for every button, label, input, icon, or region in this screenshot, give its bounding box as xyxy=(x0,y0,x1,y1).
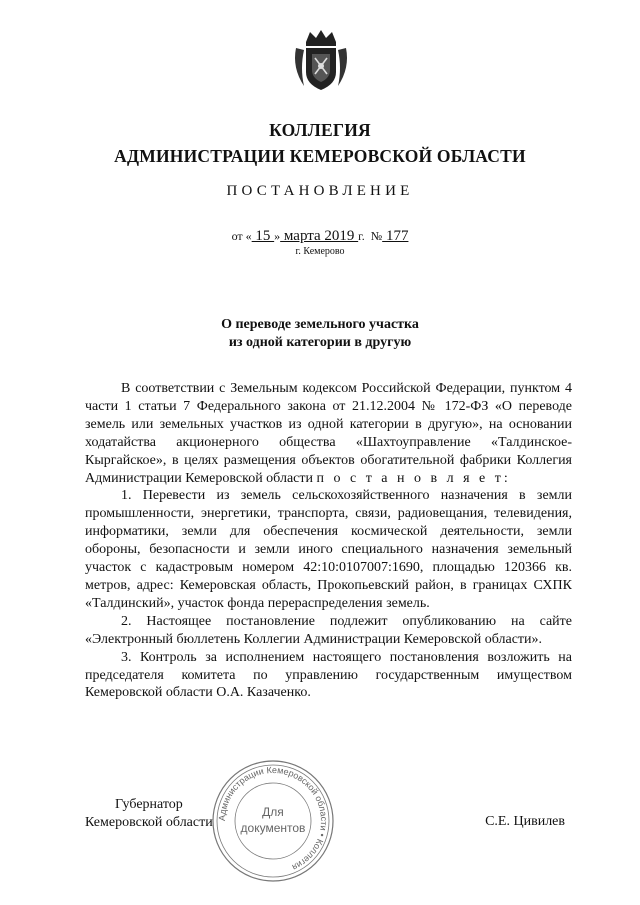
document-number: 177 xyxy=(382,228,409,244)
stamp-center-line2: документов xyxy=(240,821,306,835)
stamp-center-line1: Для xyxy=(262,805,284,819)
document-title xyxy=(0,316,640,352)
coat-of-arms-emblem xyxy=(292,28,350,94)
item-3: 3. Контроль за исполнением настоящего постановления возложить на председателя комитета по управлению государственным имуществом Кемеровской области О.А. Казаченко. xyxy=(85,649,572,701)
item-1: 1. Перевести из земель сельскохозяйственного назначения в земли промышленности, энергетики, транспорта, связи, радиовещания, телевидения, информатики, земли для обеспечения космической деятельности, земли обороны, безопасности и земли иного специального назначения земельный участок с кадастровым номером 42:10:0107007:1690, площадью 120366 кв. метров, адрес: Кемеровская область, Прокопьевский район, в границах СХПК «Талдинский», участок фонда перераспределения земель. xyxy=(85,488,572,611)
date-line xyxy=(0,228,640,245)
resolves-word: п о с т а н о в л я е т: xyxy=(316,470,511,486)
title-line2: из одной категории в другую xyxy=(228,335,412,350)
intro-text: В соответствии с Земельным кодексом Российской Федерации, пунктом 4 части 1 статьи 7 Федерального закона от 21.12.2004 № 172-ФЗ «О переводе земель или земельных участков из одной категории в другую», на основании ходатайства акционерного общества «Шахтоуправление «Талдинское-Кыргайское», в целях размещения объектов обогатительной фабрики Коллегия Администрации Кемеровской области xyxy=(85,381,572,486)
position-line1: Губернатор xyxy=(115,797,183,812)
org-name-line2: АДМИНИСТРАЦИИ КЕМЕРОВСКОЙ ОБЛАСТИ xyxy=(114,146,526,166)
date-month-year: марта 2019 xyxy=(280,228,359,244)
year-suffix: г. xyxy=(358,229,365,243)
position-line2: Кемеровской области xyxy=(85,815,213,830)
signatory-name: С.Е. Цивилев xyxy=(485,814,565,829)
city: г. Кемерово xyxy=(295,246,345,257)
number-prefix: № xyxy=(370,229,383,243)
title-line1: О переводе земельного участка xyxy=(221,317,419,332)
date-prefix: от « xyxy=(231,229,252,243)
official-stamp xyxy=(210,758,336,884)
item-2: 2. Настоящее постановление подлежит опубликованию на сайте «Электронный бюллетень Коллегии Администрации Кемеровской области». xyxy=(85,613,572,647)
org-name-line1: КОЛЛЕГИЯ xyxy=(269,120,371,140)
date-mid: » xyxy=(274,229,281,243)
intro-paragraph xyxy=(85,380,572,487)
document-type: ПОСТАНОВЛЕНИЕ xyxy=(226,183,414,199)
stamp-ring-text: Администрации Кемеровской области • Коллегия xyxy=(216,764,330,873)
signatory-position xyxy=(85,796,213,832)
date-day: 15 xyxy=(251,228,275,244)
document-body xyxy=(85,380,572,702)
